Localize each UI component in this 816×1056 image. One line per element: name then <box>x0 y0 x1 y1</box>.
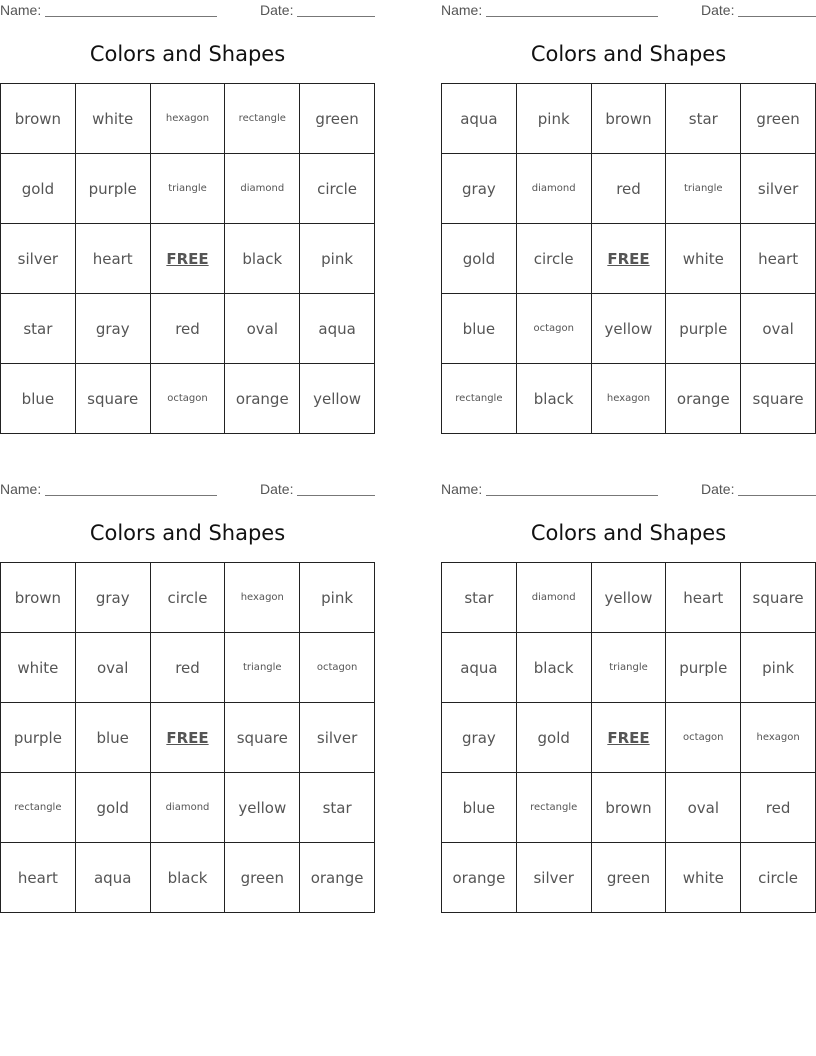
name-label: Name: <box>0 481 42 497</box>
bingo-cell: rectangle <box>517 773 592 843</box>
free-space: FREE <box>592 224 667 294</box>
bingo-cell: aqua <box>442 633 517 703</box>
card-title: Colors and Shapes <box>89 42 286 66</box>
bingo-cell: hexagon <box>741 703 816 773</box>
bingo-cell: silver <box>517 843 592 913</box>
bingo-cell: diamond <box>517 563 592 633</box>
name-blank <box>45 495 217 496</box>
name-label: Name: <box>441 2 483 18</box>
bingo-cell: aqua <box>300 294 375 364</box>
bingo-cell: green <box>300 84 375 154</box>
bingo-cell: hexagon <box>151 84 226 154</box>
bingo-cell: yellow <box>592 294 667 364</box>
bingo-grid <box>0 562 375 913</box>
bingo-cell: gray <box>76 294 151 364</box>
bingo-cell: star <box>1 294 76 364</box>
bingo-cell: orange <box>225 364 300 434</box>
date-blank <box>297 16 375 17</box>
bingo-cell: triangle <box>666 154 741 224</box>
bingo-cell: orange <box>300 843 375 913</box>
bingo-cell: hexagon <box>225 563 300 633</box>
bingo-cell: red <box>741 773 816 843</box>
bingo-cell: square <box>76 364 151 434</box>
date-label: Date: <box>260 2 294 18</box>
bingo-cell: aqua <box>442 84 517 154</box>
bingo-cell: octagon <box>151 364 226 434</box>
bingo-cell: pink <box>517 84 592 154</box>
name-label: Name: <box>441 481 483 497</box>
bingo-cell: brown <box>592 773 667 843</box>
bingo-cell: purple <box>666 294 741 364</box>
bingo-cell: blue <box>442 294 517 364</box>
bingo-cell: heart <box>1 843 76 913</box>
bingo-cell: yellow <box>225 773 300 843</box>
name-blank <box>486 16 658 17</box>
date-blank <box>738 495 816 496</box>
bingo-cell: circle <box>517 224 592 294</box>
bingo-cell: black <box>517 633 592 703</box>
bingo-card-1 <box>0 0 375 440</box>
bingo-cell: white <box>666 224 741 294</box>
bingo-cell: star <box>300 773 375 843</box>
card-header <box>441 481 816 499</box>
bingo-cell: star <box>442 563 517 633</box>
bingo-card-3 <box>0 479 375 919</box>
bingo-cell: rectangle <box>1 773 76 843</box>
bingo-cell: diamond <box>151 773 226 843</box>
date-blank <box>297 495 375 496</box>
date-label: Date: <box>701 481 735 497</box>
bingo-cell: black <box>517 364 592 434</box>
bingo-cell: blue <box>76 703 151 773</box>
bingo-cell: gray <box>442 703 517 773</box>
bingo-cell: gold <box>442 224 517 294</box>
bingo-cell: square <box>741 364 816 434</box>
bingo-cell: circle <box>741 843 816 913</box>
bingo-cell: octagon <box>666 703 741 773</box>
bingo-cell: purple <box>1 703 76 773</box>
bingo-cell: gold <box>517 703 592 773</box>
bingo-cell: triangle <box>225 633 300 703</box>
bingo-cell: red <box>592 154 667 224</box>
card-header <box>441 2 816 20</box>
bingo-cell: green <box>592 843 667 913</box>
bingo-cell: green <box>741 84 816 154</box>
bingo-cell: rectangle <box>442 364 517 434</box>
bingo-cell: white <box>1 633 76 703</box>
bingo-cell: brown <box>592 84 667 154</box>
free-space: FREE <box>151 224 226 294</box>
bingo-cell: silver <box>300 703 375 773</box>
date-label: Date: <box>260 481 294 497</box>
bingo-cell: oval <box>741 294 816 364</box>
bingo-cell: purple <box>666 633 741 703</box>
name-blank <box>45 16 217 17</box>
bingo-cell: green <box>225 843 300 913</box>
bingo-cell: white <box>76 84 151 154</box>
bingo-grid <box>441 562 816 913</box>
bingo-cell: orange <box>442 843 517 913</box>
bingo-cell: gray <box>442 154 517 224</box>
bingo-cell: gray <box>76 563 151 633</box>
bingo-cell: yellow <box>300 364 375 434</box>
bingo-cell: star <box>666 84 741 154</box>
bingo-cell: hexagon <box>592 364 667 434</box>
bingo-cell: square <box>225 703 300 773</box>
bingo-cell: octagon <box>517 294 592 364</box>
bingo-cell: oval <box>225 294 300 364</box>
bingo-cell: oval <box>76 633 151 703</box>
bingo-card-4 <box>441 479 816 919</box>
date-label: Date: <box>701 2 735 18</box>
bingo-cell: pink <box>300 224 375 294</box>
bingo-cell: orange <box>666 364 741 434</box>
bingo-cell: heart <box>76 224 151 294</box>
bingo-cell: yellow <box>592 563 667 633</box>
bingo-cell: red <box>151 633 226 703</box>
bingo-cell: heart <box>666 563 741 633</box>
bingo-card-2 <box>441 0 816 440</box>
name-label: Name: <box>0 2 42 18</box>
bingo-cell: silver <box>1 224 76 294</box>
bingo-cell: red <box>151 294 226 364</box>
bingo-cell: pink <box>741 633 816 703</box>
bingo-cell: pink <box>300 563 375 633</box>
bingo-cell: gold <box>76 773 151 843</box>
card-title: Colors and Shapes <box>530 521 727 545</box>
bingo-grid <box>0 83 375 434</box>
bingo-cell: blue <box>442 773 517 843</box>
bingo-cell: white <box>666 843 741 913</box>
card-title: Colors and Shapes <box>530 42 727 66</box>
bingo-cell: silver <box>741 154 816 224</box>
bingo-cell: black <box>225 224 300 294</box>
bingo-cell: diamond <box>225 154 300 224</box>
bingo-cell: circle <box>151 563 226 633</box>
bingo-cell: blue <box>1 364 76 434</box>
bingo-cell: gold <box>1 154 76 224</box>
bingo-cell: oval <box>666 773 741 843</box>
bingo-cell: square <box>741 563 816 633</box>
bingo-cell: brown <box>1 563 76 633</box>
bingo-cell: diamond <box>517 154 592 224</box>
bingo-grid <box>441 83 816 434</box>
name-blank <box>486 495 658 496</box>
card-title: Colors and Shapes <box>89 521 286 545</box>
bingo-cell: triangle <box>592 633 667 703</box>
bingo-cell: purple <box>76 154 151 224</box>
bingo-cell: rectangle <box>225 84 300 154</box>
bingo-cell: aqua <box>76 843 151 913</box>
bingo-cell: brown <box>1 84 76 154</box>
free-space: FREE <box>592 703 667 773</box>
date-blank <box>738 16 816 17</box>
free-space: FREE <box>151 703 226 773</box>
bingo-cell: octagon <box>300 633 375 703</box>
card-header <box>0 481 375 499</box>
bingo-cell: triangle <box>151 154 226 224</box>
bingo-cell: black <box>151 843 226 913</box>
bingo-cell: heart <box>741 224 816 294</box>
bingo-cell: circle <box>300 154 375 224</box>
card-header <box>0 2 375 20</box>
